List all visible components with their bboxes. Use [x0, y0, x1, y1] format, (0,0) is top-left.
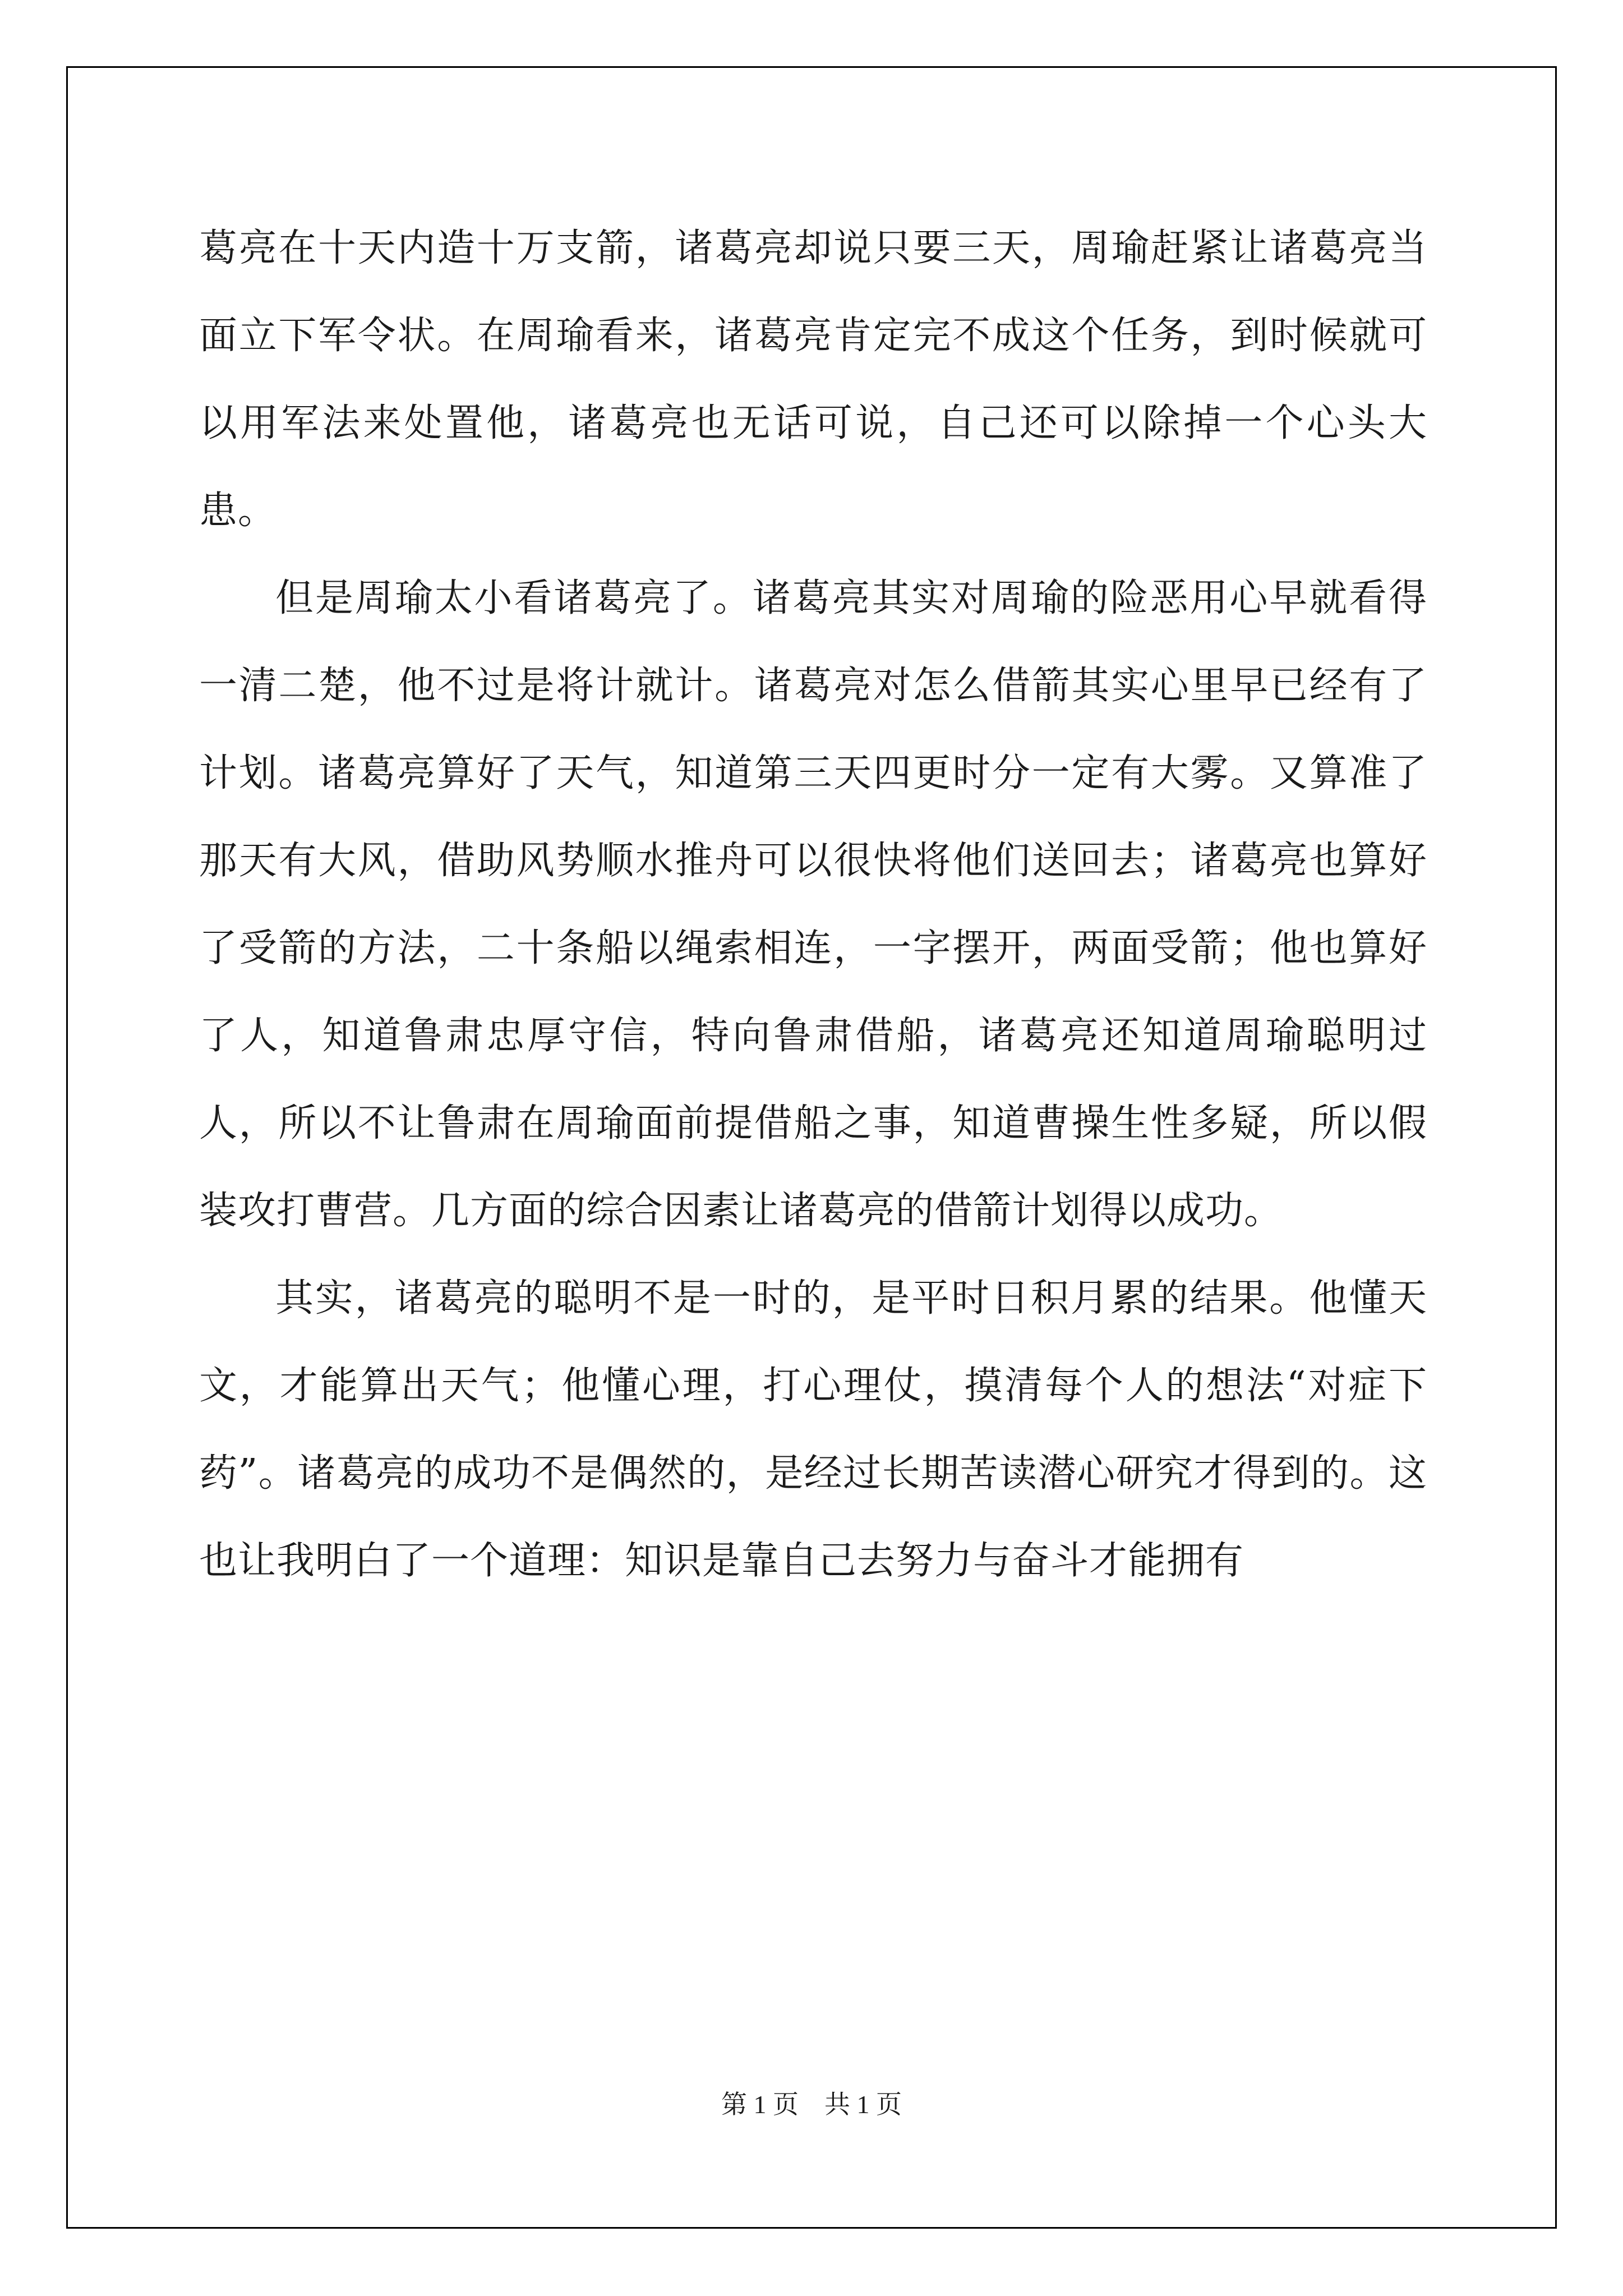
paragraph-3: 其实，诸葛亮的聪明不是一时的，是平时日积月累的结果。他懂天文，才能算出天气；他懂心理，打心理仗，摸清每个人的想法“对症下药”。诸葛亮的成功不是偶然的，是经过长期苦读潜心研究才得到的。这也让我明白了一个道理：知识是靠自己去努力与奋斗才能拥有 [199, 1276, 1427, 1583]
document-body [199, 205, 1427, 1605]
page-footer: 第 1 页 共 1 页 [721, 2090, 902, 2119]
paragraph-2: 但是周瑜太小看诸葛亮了。诸葛亮其实对周瑜的险恶用心早就看得一清二楚，他不过是将计就计。诸葛亮对怎么借箭其实心里早已经有了计划。诸葛亮算好了天气，知道第三天四更时分一定有大雾。又算准了那天有大风，借助风势顺水推舟可以很快将他们送回去；诸葛亮也算好了受箭的方法，二十条船以绳索相连，一字摆开，两面受箭；他也算好了人，知道鲁肃忠厚守信，特向鲁肃借船，诸葛亮还知道周瑜聪明过人，所以不让鲁肃在周瑜面前提借船之事，知道曹操生性多疑，所以假装攻打曹营。几方面的综合因素让诸葛亮的借箭计划得以成功。 [199, 576, 1427, 1233]
paragraph-1: 葛亮在十天内造十万支箭，诸葛亮却说只要三天，周瑜赶紧让诸葛亮当面立下军令状。在周瑜看来，诸葛亮肯定完不成这个任务，到时候就可以用军法来处置他，诸葛亮也无话可说，自己还可以除掉一个心头大患。 [199, 226, 1427, 533]
